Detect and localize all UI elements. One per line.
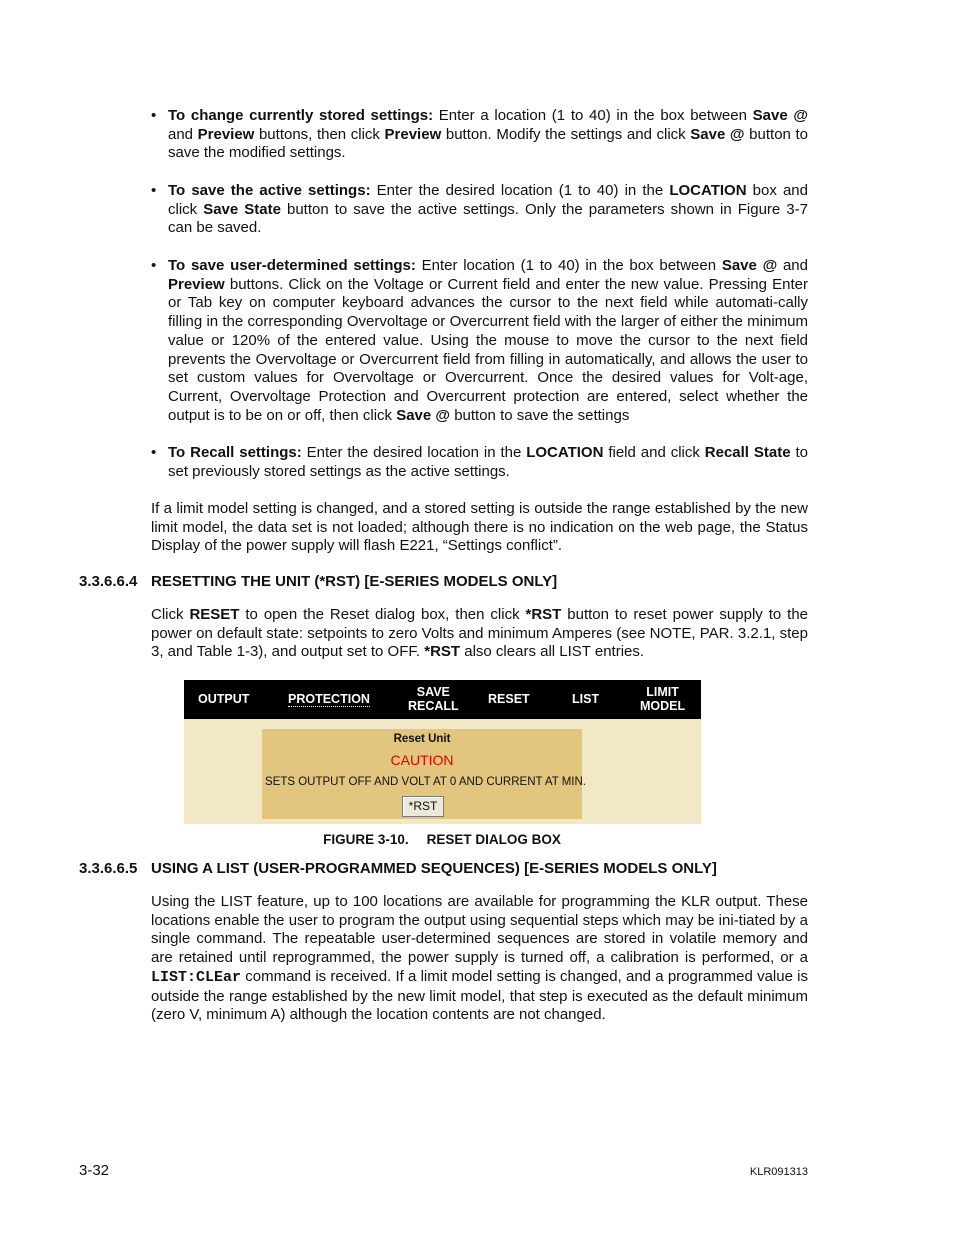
caption-number: FIGURE 3-10. [323,832,409,847]
section-number: 3.3.6.6.4 [79,573,138,590]
page-number: 3-32 [79,1162,110,1179]
bullet-save-user-settings: • To save user-determined settings: Enter location (1 to 40) in the box between Save @ and Preview buttons. Click on the Voltage or Current field and enter the new value. Pressing Enter or Tab key on computer keyboard advances the cursor to the next field while automati-cally filling in the corresponding Overvoltage or Overcurrent field with the larger of either the minimum value or 120% of the entered value. Using the mouse to move the cursor to the next field prevents the Overvoltage or Overcurrent field from filling in automatically, and allows the user to set custom values for Overvoltage or Overcurrent. Once the desired values for Volt-age, Current, Overvoltage Protection and Overcurrent protection are entered, select whether the output is to be on or off, then click Save @ button to save the settings [151,257,808,424]
rst-button[interactable]: *RST [402,796,444,817]
web-nav-bar [184,680,701,719]
bullet-marker: • [151,257,157,274]
section-heading-list [79,860,717,878]
nav-limit-model[interactable]: LIMIT MODEL [640,685,686,713]
list-paragraph: Using the LIST feature, up to 100 locations are available for programming the KLR output. These locations enable the user to program the output using sequential steps which may be ini-tiated by a single command. The repeatable user-determined sequences are stored in volatile memory and are retained until reprogrammed, the power supply is turned off, a calibration is performed, or a LIST:CLEar command is received. If a limit model setting is changed, and a programmed value is outside the range established by the new limit model, that step is executed as the default minimum (zero V, minimum A) although the location contents are not changed. [151,893,808,1024]
list-clear-command: LIST:CLEar [151,968,242,986]
reset-dialog-figure [184,680,701,824]
nav-save-recall[interactable]: SAVE RECALL [408,685,459,713]
section-number: 3.3.6.6.5 [79,860,138,877]
nav-protection[interactable]: PROTECTION [288,692,370,706]
section-title: RESETTING THE UNIT (*RST) [E-SERIES MODELS ONLY] [151,573,558,590]
reset-unit-dialog [262,729,586,819]
dialog-title: Reset Unit [393,733,451,745]
section-heading-reset [79,573,557,591]
bullet-change-stored-settings: • To change currently stored settings: Enter a location (1 to 40) in the box between Save @ and Preview buttons, then click Preview button. Modify the settings and click Save @ button to save the modified settings. [151,107,808,162]
figure-caption [0,832,884,847]
document-id: KLR091313 [749,1166,808,1178]
nav-reset[interactable]: RESET [488,692,530,706]
bullet-marker: • [151,444,157,461]
nav-output[interactable]: OUTPUT [198,692,250,706]
bullet-marker: • [151,107,157,124]
bullet-lead: To change currently stored settings: [168,107,434,124]
bullet-lead: To save user-determined settings: [168,257,416,274]
caution-label: CAUTION [390,752,454,768]
dialog-message: SETS OUTPUT OFF AND VOLT AT 0 AND CURRENT AT MIN. [265,776,586,788]
nav-list[interactable]: LIST [572,692,600,706]
bullet-recall-settings: • To Recall settings: Enter the desired location in the LOCATION field and click Recall State to set previously stored settings as the active settings. [151,444,808,480]
bullet-lead: To Recall settings: [168,444,302,461]
bullet-lead: To save the active settings: [168,182,371,199]
limit-model-paragraph: If a limit model setting is changed, and a stored setting is outside the range established by the new limit model, the data set is not loaded; although there is no indication on the web page, the Status Display of the power supply will flash E221, “Settings conflict”. [151,500,808,555]
bullet-save-active-settings: • To save the active settings: Enter the desired location (1 to 40) in the LOCATION box and click Save State button to save the active settings. Only the parameters shown in Figure 3-7 can be saved. [151,182,808,237]
caption-title: RESET DIALOG BOX [426,832,561,847]
reset-paragraph: Click RESET to open the Reset dialog box, then click *RST button to reset power supply to the power on default state: setpoints to zero Volts and minimum Amperes (see NOTE, PAR. 3.2.1, step 3, and Table 1-3), and output set to OFF. *RST also clears all LIST entries. [151,606,808,661]
bullet-marker: • [151,182,157,199]
section-title: USING A LIST (USER-PROGRAMMED SEQUENCES) [E-SERIES MODELS ONLY] [151,860,717,877]
